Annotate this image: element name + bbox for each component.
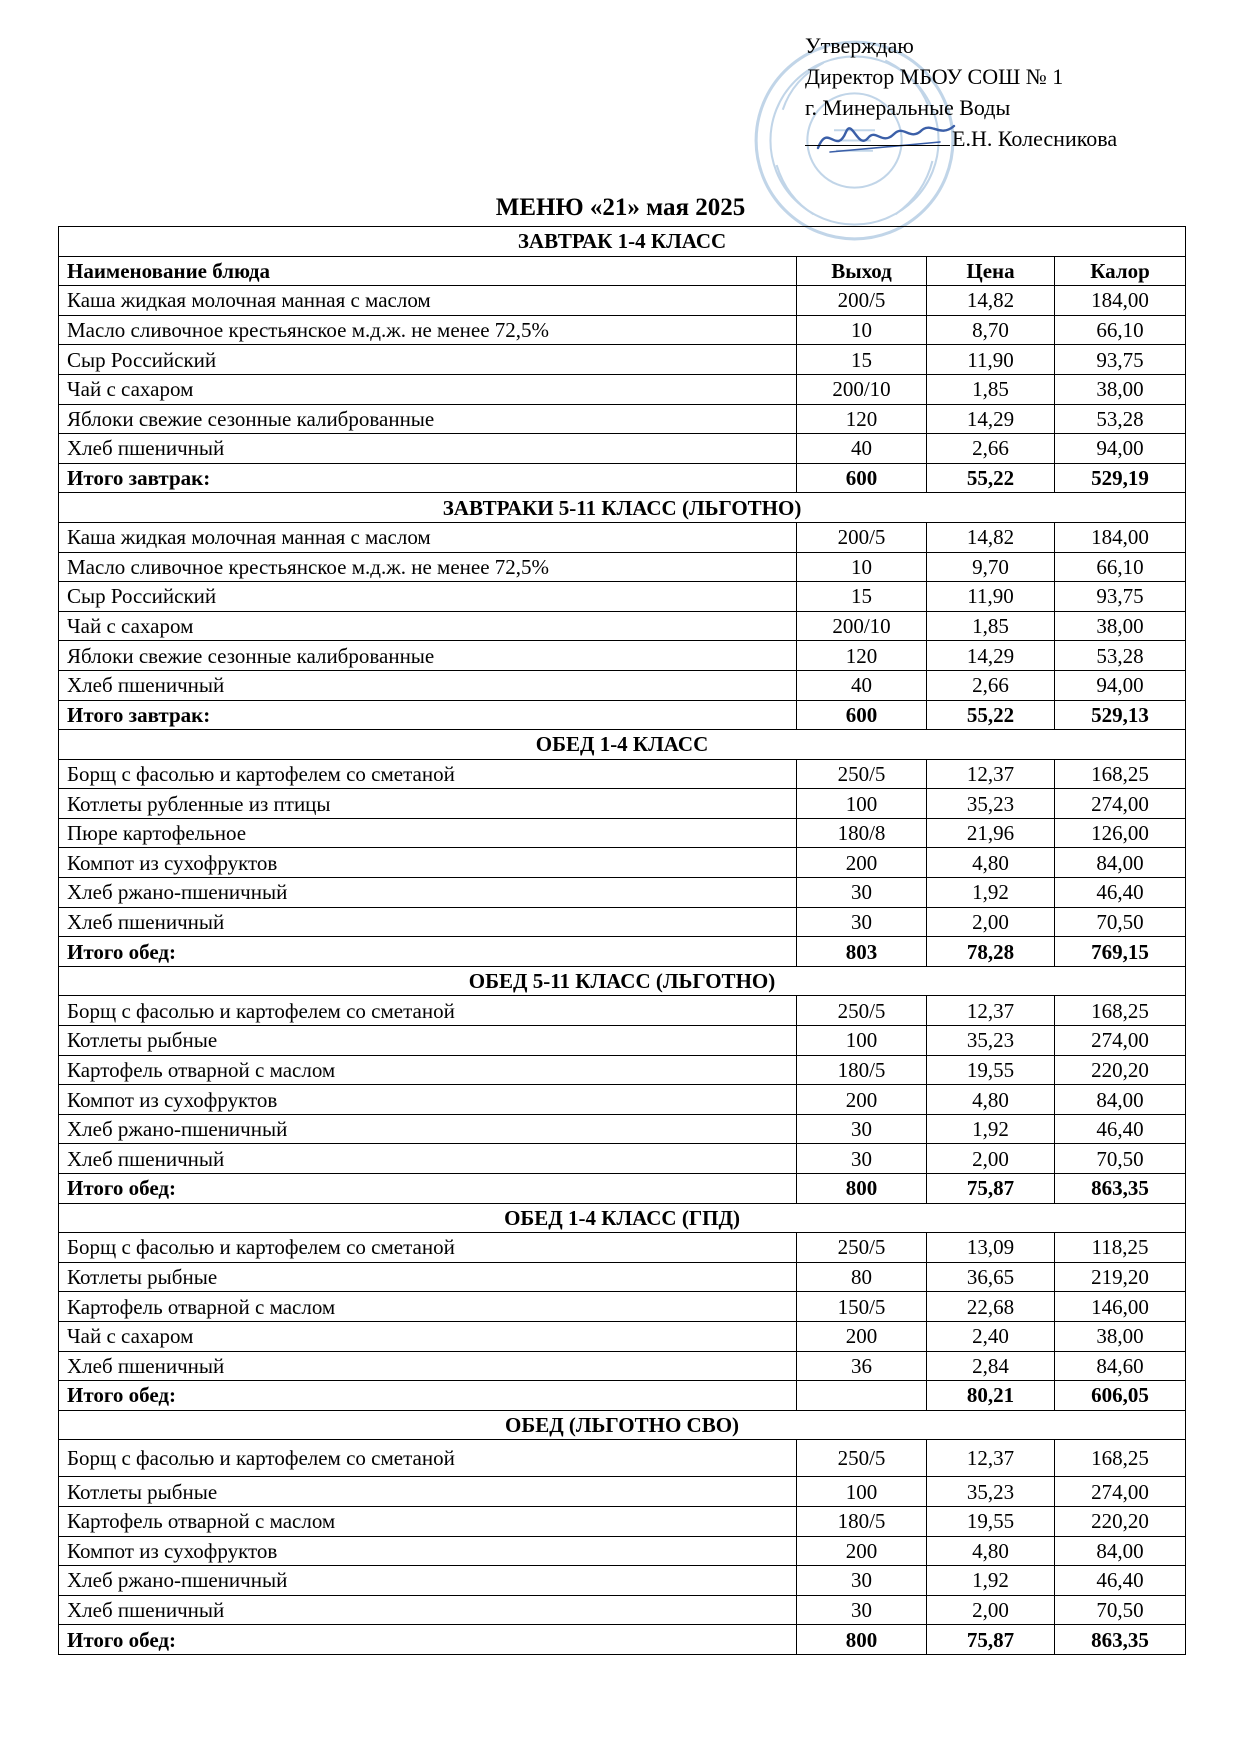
dish-yield: 100 [797, 1026, 927, 1056]
dish-price: 2,40 [927, 1321, 1055, 1351]
dish-price: 22,68 [927, 1292, 1055, 1322]
dish-price: 2,66 [927, 434, 1055, 464]
dish-kcal: 53,28 [1055, 404, 1186, 434]
dish-name: Пюре картофельное [59, 818, 797, 848]
total-yield [797, 1381, 927, 1411]
total-yield: 800 [797, 1625, 927, 1655]
dish-price: 2,66 [927, 670, 1055, 700]
table-row [59, 1262, 1186, 1292]
dish-kcal: 70,50 [1055, 907, 1186, 937]
total-yield: 600 [797, 463, 927, 493]
table-row [59, 522, 1186, 552]
dish-price: 14,29 [927, 641, 1055, 671]
dish-yield: 40 [797, 434, 927, 464]
dish-price: 1,92 [927, 1114, 1055, 1144]
table-row [59, 1114, 1186, 1144]
table-row [59, 670, 1186, 700]
dish-price: 35,23 [927, 1477, 1055, 1507]
dish-kcal: 84,00 [1055, 848, 1186, 878]
dish-name: Борщ с фасолью и картофелем со сметаной [59, 1233, 797, 1263]
dish-price: 19,55 [927, 1506, 1055, 1536]
dish-price: 4,80 [927, 1085, 1055, 1115]
total-yield: 803 [797, 937, 927, 967]
column-header-yield: Выход [797, 256, 927, 286]
dish-price: 14,82 [927, 522, 1055, 552]
dish-yield: 15 [797, 582, 927, 612]
dish-name: Хлеб ржано-пшеничный [59, 1114, 797, 1144]
table-row [59, 1440, 1186, 1477]
table-row [59, 1566, 1186, 1596]
dish-kcal: 66,10 [1055, 552, 1186, 582]
dish-price: 35,23 [927, 1026, 1055, 1056]
dish-yield: 40 [797, 670, 927, 700]
total-row [59, 463, 1186, 493]
dish-name: Хлеб пшеничный [59, 907, 797, 937]
table-row [59, 1026, 1186, 1056]
dish-kcal: 220,20 [1055, 1055, 1186, 1085]
table-row [59, 848, 1186, 878]
dish-kcal: 184,00 [1055, 522, 1186, 552]
dish-name: Компот из сухофруктов [59, 848, 797, 878]
total-label: Итого обед: [59, 1174, 797, 1204]
dish-yield: 200 [797, 1536, 927, 1566]
approval-signature-line [805, 123, 1117, 154]
dish-price: 2,00 [927, 907, 1055, 937]
dish-price: 12,37 [927, 1440, 1055, 1477]
dish-yield: 120 [797, 404, 927, 434]
dish-name: Картофель отварной с маслом [59, 1292, 797, 1322]
dish-kcal: 84,00 [1055, 1536, 1186, 1566]
table-row [59, 1321, 1186, 1351]
dish-name: Котлеты рыбные [59, 1477, 797, 1507]
dish-yield: 100 [797, 1477, 927, 1507]
dish-price: 8,70 [927, 315, 1055, 345]
dish-yield: 250/5 [797, 996, 927, 1026]
dish-yield: 250/5 [797, 1233, 927, 1263]
table-row [59, 434, 1186, 464]
menu-table [58, 226, 1186, 1655]
approval-block [805, 30, 1117, 154]
dish-name: Яблоки свежие сезонные калиброванные [59, 404, 797, 434]
section-header-row [59, 730, 1186, 760]
dish-price: 1,85 [927, 374, 1055, 404]
dish-yield: 200/10 [797, 374, 927, 404]
dish-yield: 100 [797, 789, 927, 819]
dish-name: Хлеб пшеничный [59, 670, 797, 700]
total-label: Итого завтрак: [59, 700, 797, 730]
table-row [59, 286, 1186, 316]
total-label: Итого завтрак: [59, 463, 797, 493]
dish-kcal: 94,00 [1055, 670, 1186, 700]
dish-name: Хлеб ржано-пшеничный [59, 878, 797, 908]
total-price: 78,28 [927, 937, 1055, 967]
dish-kcal: 70,50 [1055, 1595, 1186, 1625]
dish-yield: 180/8 [797, 818, 927, 848]
dish-name: Борщ с фасолью и картофелем со сметаной [59, 1440, 797, 1477]
total-price: 55,22 [927, 463, 1055, 493]
dish-name: Каша жидкая молочная манная с маслом [59, 286, 797, 316]
total-kcal: 863,35 [1055, 1625, 1186, 1655]
dish-kcal: 126,00 [1055, 818, 1186, 848]
column-header-kcal: Калор [1055, 256, 1186, 286]
dish-price: 4,80 [927, 1536, 1055, 1566]
dish-kcal: 274,00 [1055, 1026, 1186, 1056]
dish-name: Сыр Российский [59, 582, 797, 612]
dish-price: 19,55 [927, 1055, 1055, 1085]
total-row [59, 1625, 1186, 1655]
dish-yield: 120 [797, 641, 927, 671]
approval-city: г. Минеральные Воды [805, 95, 1011, 120]
dish-price: 1,92 [927, 878, 1055, 908]
table-row [59, 582, 1186, 612]
total-price: 55,22 [927, 700, 1055, 730]
dish-name: Борщ с фасолью и картофелем со сметаной [59, 996, 797, 1026]
column-header-price: Цена [927, 256, 1055, 286]
dish-yield: 250/5 [797, 759, 927, 789]
page-title: МЕНЮ «21» мая 2025 [495, 194, 746, 221]
section-header-row [59, 966, 1186, 996]
dish-name: Картофель отварной с маслом [59, 1506, 797, 1536]
dish-yield: 10 [797, 552, 927, 582]
dish-kcal: 38,00 [1055, 374, 1186, 404]
table-row [59, 878, 1186, 908]
table-row [59, 1085, 1186, 1115]
total-row [59, 700, 1186, 730]
dish-kcal: 168,25 [1055, 1440, 1186, 1477]
total-row [59, 1381, 1186, 1411]
dish-kcal: 70,50 [1055, 1144, 1186, 1174]
table-row [59, 1292, 1186, 1322]
table-row [59, 759, 1186, 789]
dish-yield: 15 [797, 345, 927, 375]
dish-kcal: 274,00 [1055, 789, 1186, 819]
dish-price: 9,70 [927, 552, 1055, 582]
column-header-name: Наименование блюда [59, 256, 797, 286]
section-title: ОБЕД 5-11 КЛАСС (ЛЬГОТНО) [59, 966, 1186, 996]
dish-name: Чай с сахаром [59, 1321, 797, 1351]
dish-price: 11,90 [927, 345, 1055, 375]
total-row [59, 937, 1186, 967]
dish-yield: 30 [797, 1566, 927, 1596]
dish-name: Картофель отварной с маслом [59, 1055, 797, 1085]
dish-yield: 200/10 [797, 611, 927, 641]
dish-kcal: 93,75 [1055, 345, 1186, 375]
dish-price: 14,82 [927, 286, 1055, 316]
dish-yield: 200 [797, 1085, 927, 1115]
table-row [59, 611, 1186, 641]
dish-name: Хлеб пшеничный [59, 1144, 797, 1174]
table-row [59, 315, 1186, 345]
dish-yield: 10 [797, 315, 927, 345]
section-header-row [59, 1410, 1186, 1440]
dish-yield: 80 [797, 1262, 927, 1292]
approval-heading: Утверждаю [805, 33, 914, 58]
total-yield: 800 [797, 1174, 927, 1204]
approval-position: Директор МБОУ СОШ № 1 [805, 64, 1064, 89]
dish-price: 12,37 [927, 996, 1055, 1026]
table-row [59, 1351, 1186, 1381]
total-yield: 600 [797, 700, 927, 730]
dish-price: 1,92 [927, 1566, 1055, 1596]
section-title: ЗАВТРАКИ 5-11 КЛАСС (ЛЬГОТНО) [59, 493, 1186, 523]
dish-yield: 30 [797, 1595, 927, 1625]
dish-name: Сыр Российский [59, 345, 797, 375]
dish-kcal: 219,20 [1055, 1262, 1186, 1292]
dish-yield: 180/5 [797, 1055, 927, 1085]
dish-kcal: 38,00 [1055, 611, 1186, 641]
dish-name: Компот из сухофруктов [59, 1536, 797, 1566]
dish-yield: 30 [797, 907, 927, 937]
dish-price: 12,37 [927, 759, 1055, 789]
total-label: Итого обед: [59, 1625, 797, 1655]
dish-yield: 200 [797, 1321, 927, 1351]
dish-yield: 200/5 [797, 286, 927, 316]
total-price: 80,21 [927, 1381, 1055, 1411]
dish-kcal: 184,00 [1055, 286, 1186, 316]
dish-kcal: 84,00 [1055, 1085, 1186, 1115]
dish-name: Компот из сухофруктов [59, 1085, 797, 1115]
table-row [59, 641, 1186, 671]
table-row [59, 1477, 1186, 1507]
dish-name: Котлеты рыбные [59, 1026, 797, 1056]
dish-yield: 30 [797, 1144, 927, 1174]
table-row [59, 1536, 1186, 1566]
total-price: 75,87 [927, 1625, 1055, 1655]
dish-kcal: 118,25 [1055, 1233, 1186, 1263]
dish-kcal: 46,40 [1055, 878, 1186, 908]
dish-name: Яблоки свежие сезонные калиброванные [59, 641, 797, 671]
dish-price: 2,00 [927, 1595, 1055, 1625]
dish-name: Хлеб ржано-пшеничный [59, 1566, 797, 1596]
dish-price: 14,29 [927, 404, 1055, 434]
table-row [59, 1595, 1186, 1625]
dish-name: Котлеты рыбные [59, 1262, 797, 1292]
dish-price: 2,84 [927, 1351, 1055, 1381]
table-row [59, 404, 1186, 434]
table-row [59, 996, 1186, 1026]
dish-name: Борщ с фасолью и картофелем со сметаной [59, 759, 797, 789]
dish-price: 13,09 [927, 1233, 1055, 1263]
dish-yield: 30 [797, 1114, 927, 1144]
dish-kcal: 93,75 [1055, 582, 1186, 612]
dish-kcal: 168,25 [1055, 759, 1186, 789]
dish-yield: 30 [797, 878, 927, 908]
dish-yield: 250/5 [797, 1440, 927, 1477]
table-row [59, 907, 1186, 937]
dish-yield: 36 [797, 1351, 927, 1381]
dish-price: 21,96 [927, 818, 1055, 848]
section-title: ОБЕД 1-4 КЛАСС (ГПД) [59, 1203, 1186, 1233]
dish-price: 1,85 [927, 611, 1055, 641]
dish-kcal: 46,40 [1055, 1566, 1186, 1596]
dish-name: Хлеб пшеничный [59, 1351, 797, 1381]
dish-name: Чай с сахаром [59, 374, 797, 404]
column-header-row [59, 256, 1186, 286]
dish-name: Масло сливочное крестьянское м.д.ж. не менее 72,5% [59, 552, 797, 582]
approval-signer: Е.Н. Колесникова [952, 126, 1118, 151]
dish-price: 11,90 [927, 582, 1055, 612]
total-kcal: 529,13 [1055, 700, 1186, 730]
dish-kcal: 146,00 [1055, 1292, 1186, 1322]
section-title: ЗАВТРАК 1-4 КЛАСС [59, 227, 1186, 257]
table-row [59, 1055, 1186, 1085]
dish-name: Чай с сахаром [59, 611, 797, 641]
dish-kcal: 66,10 [1055, 315, 1186, 345]
dish-name: Котлеты рубленные из птицы [59, 789, 797, 819]
total-kcal: 529,19 [1055, 463, 1186, 493]
total-row [59, 1174, 1186, 1204]
dish-yield: 150/5 [797, 1292, 927, 1322]
total-kcal: 606,05 [1055, 1381, 1186, 1411]
section-header-row [59, 1203, 1186, 1233]
section-title: ОБЕД (ЛЬГОТНО СВО) [59, 1410, 1186, 1440]
dish-kcal: 53,28 [1055, 641, 1186, 671]
total-label: Итого обед: [59, 1381, 797, 1411]
table-row [59, 1144, 1186, 1174]
dish-kcal: 46,40 [1055, 1114, 1186, 1144]
section-header-row [59, 227, 1186, 257]
dish-kcal: 84,60 [1055, 1351, 1186, 1381]
dish-kcal: 274,00 [1055, 1477, 1186, 1507]
table-row [59, 818, 1186, 848]
dish-name: Масло сливочное крестьянское м.д.ж. не менее 72,5% [59, 315, 797, 345]
total-kcal: 863,35 [1055, 1174, 1186, 1204]
dish-yield: 200/5 [797, 522, 927, 552]
dish-name: Каша жидкая молочная манная с маслом [59, 522, 797, 552]
total-price: 75,87 [927, 1174, 1055, 1204]
dish-yield: 180/5 [797, 1506, 927, 1536]
table-row [59, 789, 1186, 819]
table-row [59, 374, 1186, 404]
dish-name: Хлеб пшеничный [59, 434, 797, 464]
section-title: ОБЕД 1-4 КЛАСС [59, 730, 1186, 760]
table-row [59, 552, 1186, 582]
table-row [59, 1233, 1186, 1263]
dish-name: Хлеб пшеничный [59, 1595, 797, 1625]
total-label: Итого обед: [59, 937, 797, 967]
section-header-row [59, 493, 1186, 523]
dish-price: 4,80 [927, 848, 1055, 878]
dish-price: 35,23 [927, 789, 1055, 819]
dish-kcal: 220,20 [1055, 1506, 1186, 1536]
total-kcal: 769,15 [1055, 937, 1186, 967]
table-row [59, 345, 1186, 375]
dish-yield: 200 [797, 848, 927, 878]
dish-kcal: 168,25 [1055, 996, 1186, 1026]
dish-kcal: 94,00 [1055, 434, 1186, 464]
dish-kcal: 38,00 [1055, 1321, 1186, 1351]
table-row [59, 1506, 1186, 1536]
signature-blank-line [805, 145, 950, 146]
dish-price: 36,65 [927, 1262, 1055, 1292]
dish-price: 2,00 [927, 1144, 1055, 1174]
